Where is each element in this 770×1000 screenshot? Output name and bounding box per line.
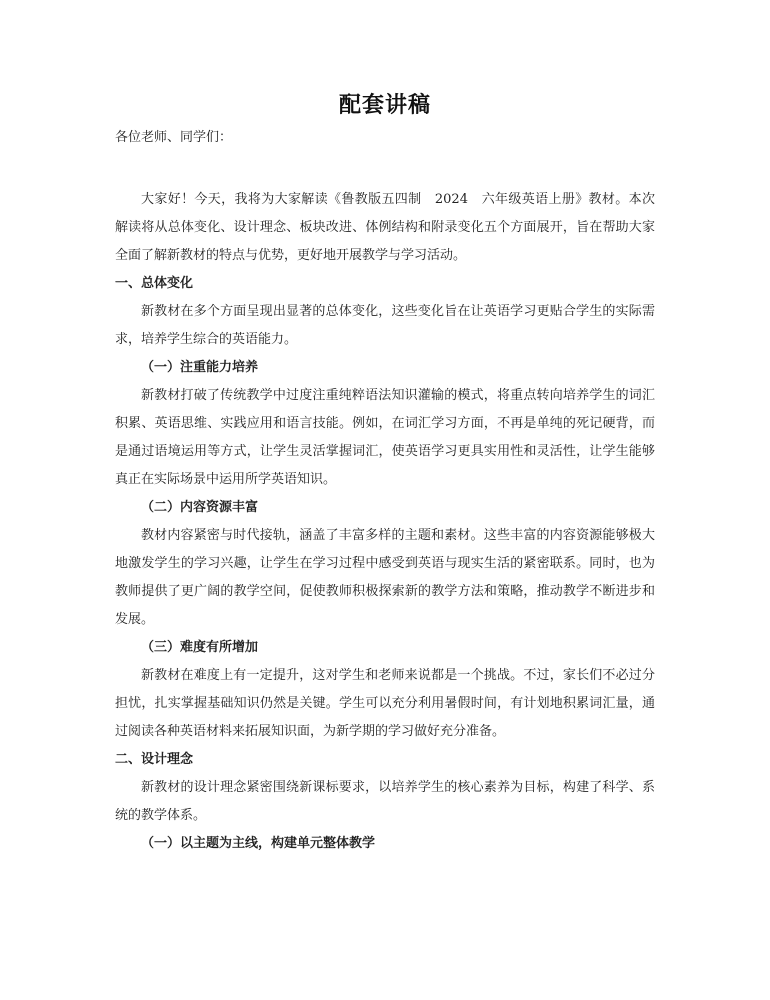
subsection-paragraph: 新教材打破了传统教学中过度注重纯粹语法知识灌输的模式，将重点转向培养学生的词汇积累、英语思维、实践应用和语言技能。例如，在词汇学习方面，不再是单纯的死记硬背，而是通过语境运用等方式，让学生灵活掌握词汇，使英语学习更具实用性和灵活性，让学生能够真正在实际场景中运用所学英语知识。 (115, 388, 655, 487)
subsection-heading-resources: （二）内容资源丰富 (141, 500, 259, 515)
greeting: 各位老师、同学们： (115, 130, 233, 145)
document-title: 配套讲稿 (338, 92, 431, 118)
section-heading-design-concept: 二、设计理念 (115, 752, 194, 767)
section-paragraph: 新教材在多个方面呈现出显著的总体变化，这些变化旨在让英语学习更贴合学生的实际需求，培养学生综合的英语能力。 (115, 304, 655, 347)
section-heading-overall-changes: 一、总体变化 (115, 276, 194, 291)
subsection-heading-difficulty: （三）难度有所增加 (141, 640, 259, 655)
section-paragraph: 新教材的设计理念紧密围绕新课标要求，以培养学生的核心素养为目标，构建了科学、系统的教学体系。 (115, 780, 655, 823)
subsection-paragraph: 新教材在难度上有一定提升，这对学生和老师来说都是一个挑战。不过，家长们不必过分担忧，扎实掌握基础知识仍然是关键。学生可以充分利用暑假时间，有计划地积累词汇量，通过阅读各种英语材料来拓展知识面，为新学期的学习做好充分准备。 (115, 668, 655, 739)
subsection-heading-theme: （一）以主题为主线，构建单元整体教学 (141, 836, 376, 851)
document-body (115, 128, 655, 858)
intro-paragraph: 大家好！今天，我将为大家解读《鲁教版五四制 2024 六年级英语上册》教材。本次解读将从总体变化、设计理念、板块改进、体例结构和附录变化五个方面展开，旨在帮助大家全面了解新教材的特点与优势，更好地开展教学与学习活动。 (115, 192, 655, 263)
subsection-paragraph: 教材内容紧密与时代接轨，涵盖了丰富多样的主题和素材。这些丰富的内容资源能够极大地激发学生的学习兴趣，让学生在学习过程中感受到英语与现实生活的紧密联系。同时，也为教师提供了更广阔的教学空间，促使教师积极探索新的教学方法和策略，推动教学不断进步和发展。 (115, 528, 655, 627)
subsection-heading-ability: （一）注重能力培养 (141, 360, 259, 375)
